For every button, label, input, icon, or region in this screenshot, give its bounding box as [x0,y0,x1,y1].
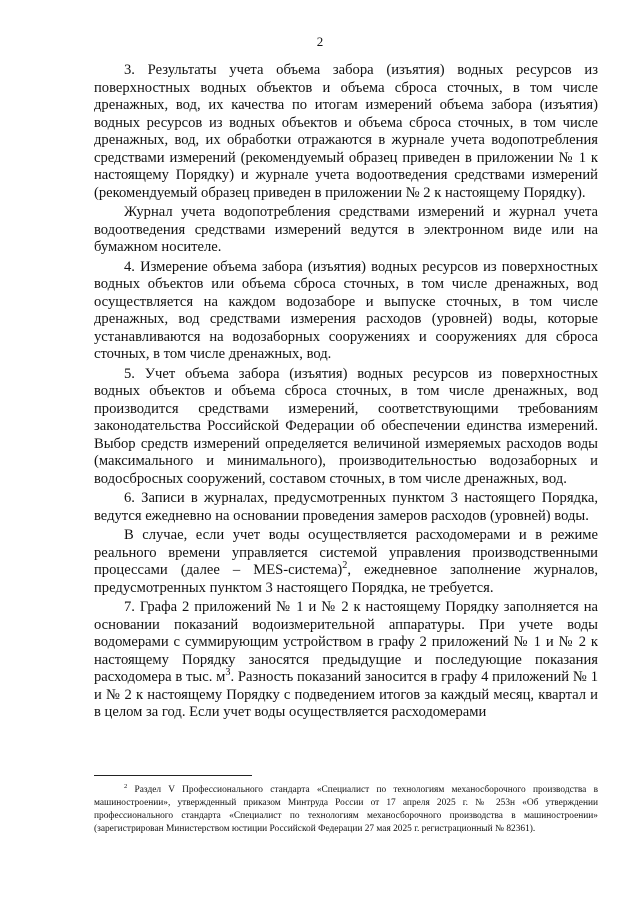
paragraph-journals: Журнал учета водопотребления средствами измерений и журнал учета водоотведения средствами измерений ведутся в электронном виде или на бумажном носителе. [94,204,598,255]
paragraph-mes-system [94,527,598,597]
paragraph-4: 4. Измерение объема забора (изъятия) водных ресурсов из поверхностных водных объектов или объема сброса сточных, в том числе дренажных, вод осуществляется на каждом водозаборе и выпуске сточных, в том числе дренажных, вод средствами измерения расходов (уровней) воды, которые устанавливаются на водозаборных сооружениях и сооружениях для сброса сточных, в том числе дренажных, вод. [94,258,598,362]
paragraph-mes-text-end: , ежедневное заполнение журналов, предусмотренных пунктом 3 настоящего Порядка, не требуется. [94,562,598,596]
paragraph-mes-text-start: В случае, если учет воды осуществляется расходомерами и в режиме реального времени управляется системой управления производственными процессами (далее – MES-система) [94,527,598,578]
footnote [94,784,598,836]
footnote-separator [94,775,252,776]
paragraph-5: 5. Учет объема забора (изъятия) водных ресурсов из поверхностных водных объектов и объема сброса сточных, в том числе дренажных, вод производится средствами измерений, соответствующими требованиям законодательства Российской Федерации об обеспечении единства измерений. Выбор средств измерений определяется величиной измеряемых расходов воды (максимального и минимального), производительностью водозаборных и водосбросных сооружений, составом сточных, в том числе дренажных, вод. [94,365,598,487]
document-body [94,62,598,724]
footnote-text: Раздел V Профессионального стандарта «Специалист по технологиям механосборочного производства в машиностроении», утвержденный приказом Минтруда России от 17 апреля 2025 г. № 253н «Об утверждении профессионального стандарта «Специалист по технологиям механосборочного производства в машиностроении» (зарегистрирован Министерством юстиции Российской Федерации 27 мая 2025 г. регистрационный № 82361). [94,785,598,834]
paragraph-7 [94,599,598,722]
page-number: 2 [316,34,324,49]
paragraph-7-text-start: 7. Графа 2 приложений № 1 и № 2 к настоящему Порядку заполняется на основании показаний водоизмерительной аппаратуры. При учете воды водомерами с суммирующим устройством в графу 2 приложений № 1 и № 2 к настоящему Порядку заносятся предыдущие и последующие показания расходомера в тыс. м [94,599,598,685]
footnote-marker: 2 [124,782,128,790]
paragraph-3: 3. Результаты учета объема забора (изъятия) водных ресурсов из поверхностных водных объектов и объема сброса сточных, в том числе дренажных, вод, их качества по итогам измерений объема забора (изъятия) водных ресурсов из водных объектов и объема сброса сточных, в том числе дренажных, вод, их обработки отражаются в журнале учета водопотребления средствами измерений (рекомендуемый образец приведен в приложении № 1 к настоящему Порядку) и журнале учета водоотведения средствами измерений (рекомендуемый образец приведен в приложении № 2 к настоящему Порядку). [94,62,598,201]
paragraph-6: 6. Записи в журналах, предусмотренных пунктом 3 настоящего Порядка, ведутся ежедневно на основании проведения замеров расходов (уровней) воды. [94,490,598,524]
unit-superscript: 3 [225,667,231,679]
footnote-reference: 2 [342,560,348,572]
paragraph-7-text-end: . Разность показаний заносится в графу 4 приложений № 1 и № 2 к настоящему Порядку с подведением итогов за каждый месяц, квартал и в целом за год. Если учет воды осуществляется расходомерами [94,669,598,720]
